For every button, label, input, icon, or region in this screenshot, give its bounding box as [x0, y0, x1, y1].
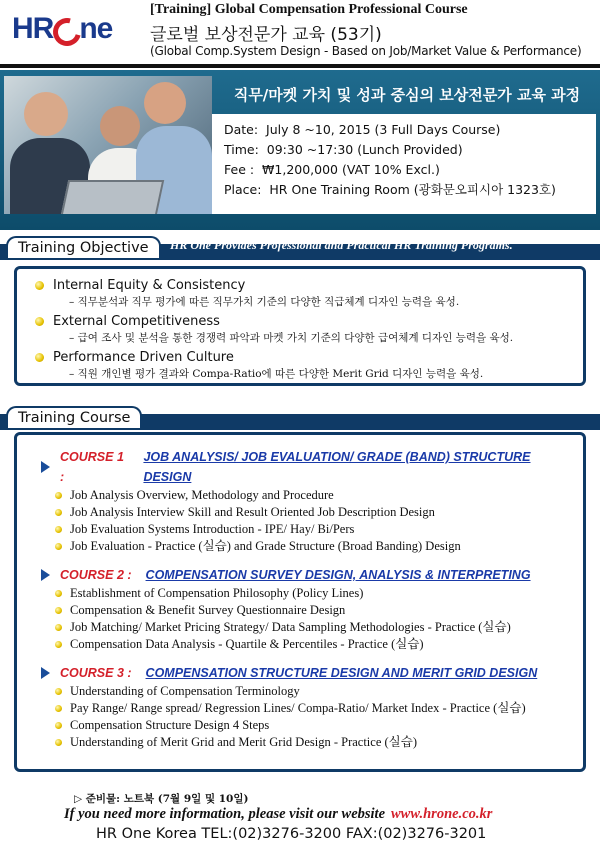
bullet-icon — [55, 705, 62, 712]
objective-tab: Training Objective — [6, 236, 161, 258]
bullet-icon — [55, 739, 62, 746]
course-topic: Compensation Structure Design 4 Steps — [41, 717, 569, 734]
course-topic: Job Matching/ Market Pricing Strategy/ Data Sampling Methodologies - Practice (실습) — [41, 619, 569, 636]
objective-description: – 직무분석과 직무 평가에 따른 직무가치 기준의 다양한 직급체계 디자인 능력을 육성. — [69, 296, 460, 308]
bullet-icon — [55, 509, 62, 516]
course-code: COURSE 1 : — [60, 450, 124, 484]
bullet-icon — [55, 492, 62, 499]
course-tab: Training Course — [6, 406, 142, 428]
bullet-icon — [55, 688, 62, 695]
header-course-title-ko: 글로벌 보상전문가 교육 (53기) — [150, 25, 382, 45]
course-section — [41, 663, 569, 751]
bullet-icon — [35, 353, 44, 362]
bullet-icon — [55, 543, 62, 550]
banner-title: 직무/마켓 가치 및 성과 중심의 보상전문가 교육 과정 — [233, 86, 581, 104]
info-place: Place: HR One Training Room (광화문오피시아 1323호) — [224, 182, 556, 197]
contact-info: HR One Korea TEL:(02)3276-3200 FAX:(02)3276-3201 — [96, 826, 487, 842]
course-topic: Understanding of Merit Grid and Merit Grid Design - Practice (실습) — [41, 734, 569, 751]
info-date: Date: July 8 ~10, 2015 (3 Full Days Course) — [224, 122, 501, 137]
course-section — [41, 447, 569, 555]
course-code: COURSE 3 : — [60, 666, 132, 680]
arrow-icon — [41, 461, 50, 473]
objective-heading: External Competitiveness — [53, 314, 220, 329]
course-topic: Compensation & Benefit Survey Questionnaire Design — [41, 602, 569, 619]
course-title: JOB ANALYSIS/ JOB EVALUATION/ GRADE (BAND) STRUCTURE DESIGN — [143, 450, 531, 484]
course-topic: Job Evaluation - Practice (실습) and Grade Structure (Broad Banding) Design — [41, 538, 569, 555]
header-divider — [0, 64, 600, 68]
course-topic: Establishment of Compensation Philosophy (Policy Lines) — [41, 585, 569, 602]
website-link[interactable]: www.hrone.co.kr — [391, 806, 493, 822]
arrow-icon — [41, 667, 50, 679]
laptop-icon — [60, 180, 165, 214]
course-box — [14, 432, 586, 772]
bullet-icon — [55, 607, 62, 614]
course-topic: Compensation Data Analysis - Quartile & Percentiles - Practice (실습) — [41, 636, 569, 653]
objective-description: – 직원 개인별 평가 결과와 Compa-Ratio에 따른 다양한 Merit Grid 디자인 능력을 육성. — [69, 368, 484, 380]
course-title: COMPENSATION STRUCTURE DESIGN AND MERIT GRID DESIGN — [145, 666, 538, 680]
course-title: COMPENSATION SURVEY DESIGN, ANALYSIS & INTERPRETING — [145, 568, 531, 582]
bullet-icon — [55, 590, 62, 597]
objective-heading: Internal Equity & Consistency — [53, 278, 246, 293]
course-topic: Pay Range/ Range spread/ Regression Lines/ Compa-Ratio/ Market Index - Practice (실습) — [41, 700, 569, 717]
objective-box — [14, 266, 586, 386]
bullet-icon — [55, 526, 62, 533]
info-fee: Fee : ₩1,200,000 (VAT 10% Excl.) — [224, 162, 440, 177]
hr-one-logo — [12, 12, 132, 52]
course-code: COURSE 2 : — [60, 568, 132, 582]
course-topic: Understanding of Compensation Terminology — [41, 683, 569, 700]
bullet-icon — [55, 624, 62, 631]
objective-item — [35, 313, 565, 347]
header-course-subtitle: (Global Comp.System Design - Based on Job/Market Value & Performance) — [150, 44, 582, 58]
more-info-text: If you need more information, please visit our website — [64, 806, 386, 822]
bullet-icon — [35, 281, 44, 290]
bullet-icon — [55, 641, 62, 648]
business-team-photo — [4, 76, 212, 214]
bullet-icon — [35, 317, 44, 326]
course-topic: Job Analysis Overview, Methodology and Procedure — [41, 487, 569, 504]
more-info-line — [64, 806, 492, 823]
course-topic: Job Evaluation Systems Introduction - IPE/ Hay/ Bi/Pers — [41, 521, 569, 538]
course-topic: Job Analysis Interview Skill and Result Oriented Job Description Design — [41, 504, 569, 521]
logo-wordmark: HR ne — [12, 12, 113, 45]
bullet-icon — [55, 722, 62, 729]
objective-description: – 급여 조사 및 분석을 통한 경쟁력 파악과 마켓 가치 기준의 다양한 급여체계 디자인 능력을 육성. — [69, 332, 514, 344]
objective-item — [35, 349, 565, 383]
header-course-title-en: [Training] Global Compensation Professional Course — [150, 2, 468, 17]
course-section — [41, 565, 569, 653]
objective-subtitle: HR One Provides Professional and Practical HR Training Programs. — [170, 238, 513, 252]
objective-item — [35, 277, 565, 311]
arrow-icon — [41, 569, 50, 581]
objective-heading: Performance Driven Culture — [53, 350, 234, 365]
preparation-note: ▷ 준비물: 노트북 (7월 9일 및 10일) — [74, 793, 249, 805]
course-info-box — [212, 114, 596, 214]
info-time: Time: 09:30 ~17:30 (Lunch Provided) — [224, 142, 463, 157]
